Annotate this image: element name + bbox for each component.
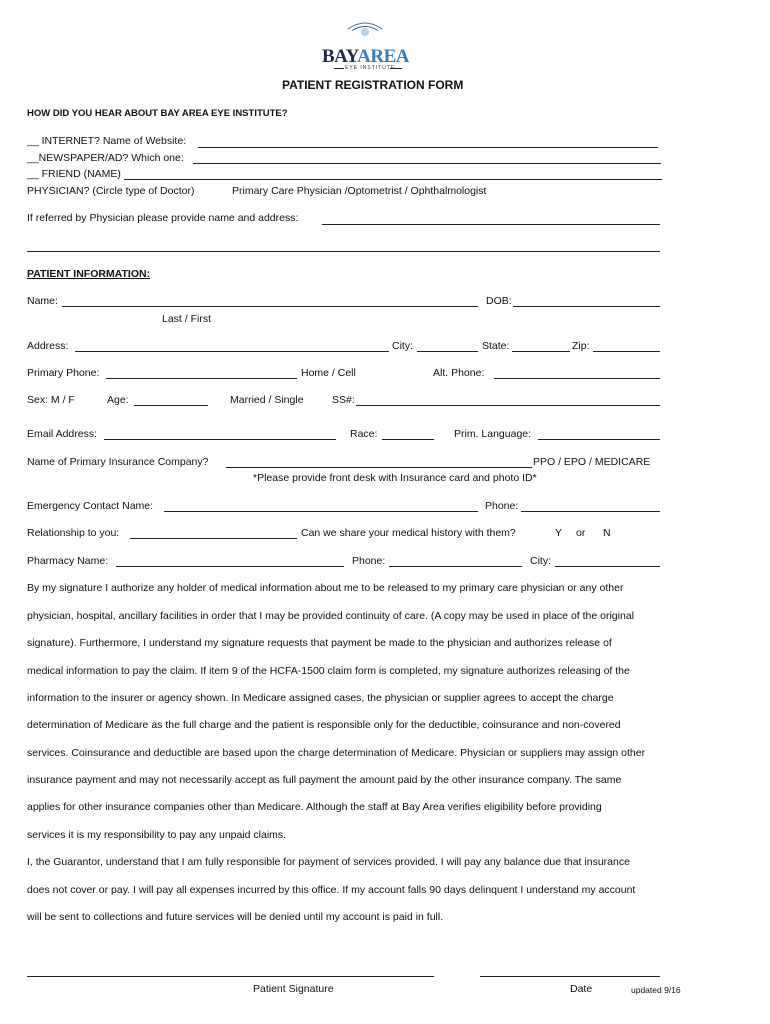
sex-label[interactable]: Sex: M / F [27,394,75,406]
consent-line: does not cover or pay. I will pay all expenses incurred by this office. If my account falls 90 days delinquent I understand my account [27,884,636,896]
emergency-phone-field[interactable] [521,511,660,512]
consent-line: will be sent to collections and future services will be denied until my account is paid in full. [27,911,444,923]
friend-label: __ FRIEND (NAME) [27,168,121,180]
state-label: State: [482,340,510,352]
marital-status[interactable]: Married / Single [230,394,304,406]
email-field[interactable] [104,439,336,440]
state-field[interactable] [512,351,570,352]
consent-line: signature). Furthermore, I understand my signature requests that payment be made to the physician and authorizes release of [27,637,612,649]
referred-field-2[interactable] [27,251,660,252]
last-first-hint: Last / First [162,313,212,325]
physician-label: PHYSICIAN? (Circle type of Doctor) [27,185,195,197]
website-field[interactable] [198,147,658,148]
newspaper-label: __NEWSPAPER/AD? Which one: [27,152,184,164]
pharmacy-field[interactable] [116,566,344,567]
eye-logo-icon [320,14,410,50]
hear-heading: HOW DID YOU HEAR ABOUT BAY AREA EYE INSTITUTE? [27,108,288,119]
pharmacy-phone-field[interactable] [389,566,522,567]
consent-line: applies for other insurance companies other than Medicare. Although the staff at Bay Area verifies eligibility before providing [27,801,602,813]
emergency-field[interactable] [164,511,478,512]
home-cell-label[interactable]: Home / Cell [301,367,356,379]
consent-line: By my signature I authorize any holder of medical information about me to be released to my primary care physician or any other [27,582,624,594]
physician-types[interactable]: Primary Care Physician /Optometrist / Ophthalmologist [232,185,487,197]
ssn-field[interactable] [356,405,660,406]
logo-subtitle: EYE INSTITUTE [345,65,396,71]
language-label: Prim. Language: [454,428,532,440]
age-field[interactable] [134,405,208,406]
consent-line: I, the Guarantor, understand that I am fully responsible for payment of services provided. I will pay any balance due that insurance [27,856,630,868]
emergency-phone-label: Phone: [485,500,519,512]
emergency-label: Emergency Contact Name: [27,500,154,512]
primary-phone-field[interactable] [106,378,297,379]
date-label: Date [570,983,593,995]
friend-field[interactable] [124,179,662,180]
insurance-types[interactable]: PPO / EPO / MEDICARE [533,456,651,468]
consent-line: determination of Medicare as the full charge and the patient is responsible only for the deductible, coinsurance and non-covered [27,719,621,731]
zip-field[interactable] [593,351,660,352]
language-field[interactable] [538,439,660,440]
city-label: City: [392,340,413,352]
consent-line: insurance payment and may not necessarily accept as full payment the amount paid by the other insurance company. The same [27,774,622,786]
zip-label: Zip: [572,340,590,352]
updated-note: updated 9/16 [631,985,681,995]
consent-line: services it is my responsibility to pay any unpaid claims. [27,829,287,841]
relationship-label: Relationship to you: [27,527,120,539]
referred-field[interactable] [322,224,660,225]
consent-line: information to the insurer or agency shown. In Medicare assigned cases, the physician or supplier agrees to accept the charge [27,692,614,704]
consent-line: physician, hospital, ancillary facilities in order that I may be provided continuity of care. (A copy may be used in place of the original [27,610,634,622]
date-field[interactable] [480,976,660,977]
insurance-field[interactable] [226,467,532,468]
city-field[interactable] [417,351,478,352]
share-yes[interactable]: Y [555,527,563,539]
patient-info-heading: PATIENT INFORMATION: [27,268,151,280]
alt-phone-label: Alt. Phone: [433,367,485,379]
newspaper-field[interactable] [193,163,661,164]
consent-line: medical information to pay the claim. If item 9 of the HCFA-1500 claim form is completed, my signature authorizes releasing of the [27,665,630,677]
consent-line: services. Coinsurance and deductible are based upon the charge determination of Medicare. Physician or suppliers may assign other [27,747,646,759]
pharmacy-city-field[interactable] [555,566,660,567]
internet-label: __ INTERNET? Name of Website: [27,135,187,147]
share-question: Can we share your medical history with them? [301,527,516,539]
patient-signature-field[interactable] [27,976,434,977]
alt-phone-field[interactable] [494,378,660,379]
primary-phone-label: Primary Phone: [27,367,100,379]
pharmacy-city-label: City: [530,555,551,567]
race-label: Race: [350,428,378,440]
relationship-field[interactable] [130,538,297,539]
email-label: Email Address: [27,428,98,440]
logo: BAYAREA [322,46,409,67]
share-no[interactable]: N [603,527,611,539]
insurance-note: *Please provide front desk with Insurance card and photo ID* [253,472,537,484]
address-field[interactable] [75,351,389,352]
patient-signature-label: Patient Signature [253,983,334,995]
pharmacy-label: Pharmacy Name: [27,555,109,567]
referred-label: If referred by Physician please provide name and address: [27,212,299,224]
dob-field[interactable] [513,306,660,307]
page-title: PATIENT REGISTRATION FORM [282,78,464,92]
name-field[interactable] [62,306,478,307]
pharmacy-phone-label: Phone: [352,555,386,567]
address-label: Address: [27,340,69,352]
age-label: Age: [107,394,129,406]
race-field[interactable] [382,439,434,440]
share-or: or [576,527,586,539]
name-label: Name: [27,295,58,307]
ssn-label: SS#: [332,394,355,406]
dob-label: DOB: [486,295,512,307]
insurance-label: Name of Primary Insurance Company? [27,456,209,468]
